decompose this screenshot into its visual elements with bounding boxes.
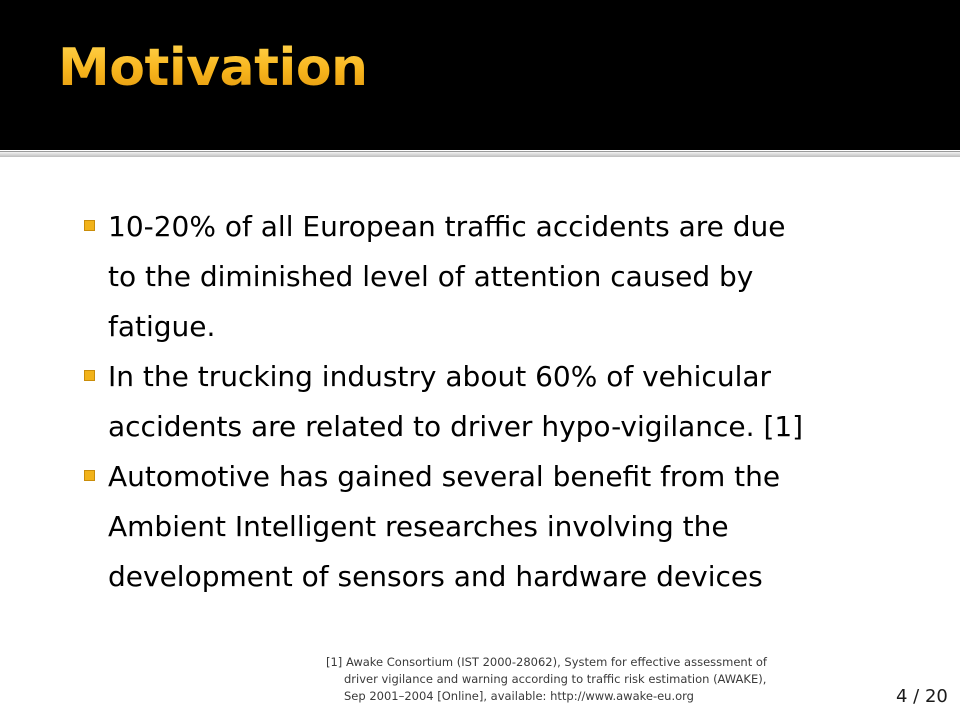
bullet-line: fatigue. [108, 310, 216, 343]
square-bullet-icon [84, 370, 95, 381]
bullet-line: accidents are related to driver hypo-vigilance. [1] [108, 410, 804, 443]
square-bullet-icon [84, 220, 95, 231]
footnote-line: driver vigilance and warning according to traffic risk estimation (AWAKE), [344, 672, 767, 686]
bullet-line: development of sensors and hardware devices [108, 560, 763, 593]
bullet-list [84, 202, 904, 602]
title-divider [0, 151, 960, 157]
slide-title: Motivation [58, 38, 368, 98]
bullet-line: Ambient Intelligent researches involving the [108, 510, 729, 543]
footnote-line: [1] Awake Consortium (IST 2000-28062), System for effective assessment of [326, 655, 767, 669]
bullet-line: In the trucking industry about 60% of vehicular [108, 360, 772, 393]
footnote-line: Sep 2001–2004 [Online], available: http://www.awake-eu.org [344, 689, 694, 703]
page-number: 4 / 20 [896, 686, 948, 707]
bullet-item [84, 202, 904, 352]
bullet-line: to the diminished level of attention caused by [108, 260, 754, 293]
bullet-line: Automotive has gained several benefit from the [108, 460, 781, 493]
bullet-item [84, 452, 904, 602]
bullet-line: 10-20% of all European traffic accidents are due [108, 210, 786, 243]
square-bullet-icon [84, 470, 95, 481]
reference-footnote [326, 654, 836, 705]
bullet-item [84, 352, 904, 452]
